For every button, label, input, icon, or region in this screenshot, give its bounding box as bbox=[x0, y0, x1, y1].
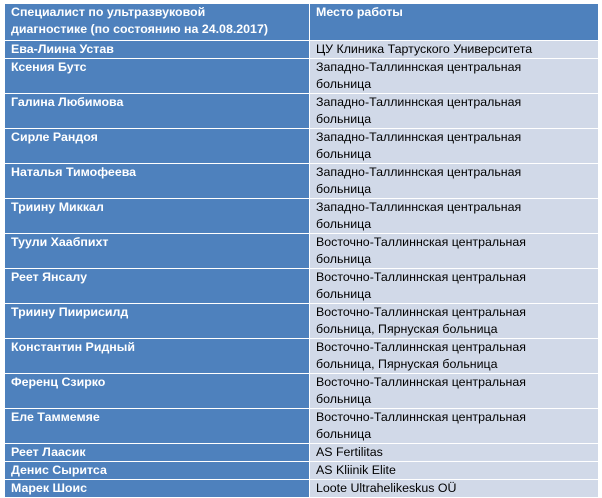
specialist-name: Ева-Лиина Устав bbox=[11, 42, 114, 56]
specialist-name-cell bbox=[5, 409, 310, 444]
workplace-line1: Восточно-Таллиннская центральная bbox=[316, 270, 526, 284]
workplace-line2: больница bbox=[316, 77, 372, 91]
specialist-name: Денис Сыритса bbox=[11, 463, 107, 477]
workplace-line1: Восточно-Таллиннская центральная bbox=[316, 375, 526, 389]
table-row bbox=[5, 304, 599, 339]
specialist-name: Наталья Тимофеева bbox=[11, 165, 137, 179]
table-row bbox=[5, 94, 599, 129]
workplace-line2: больница bbox=[316, 112, 372, 126]
specialist-name: Триину Миккал bbox=[11, 200, 104, 214]
workplace-cell bbox=[310, 444, 599, 462]
workplace-cell bbox=[310, 409, 599, 444]
specialist-name-cell bbox=[5, 129, 310, 164]
specialist-header-line1: Специалист по ультразвуковой bbox=[11, 5, 206, 19]
specialist-name: Еле Таммемяе bbox=[11, 410, 100, 424]
table-row bbox=[5, 444, 599, 462]
table-row bbox=[5, 339, 599, 374]
workplace-line2: больница, Пярнуская больница bbox=[316, 322, 498, 336]
workplace-cell bbox=[310, 59, 599, 94]
specialist-name: Туули Хаабпихт bbox=[11, 235, 109, 249]
table-row bbox=[5, 59, 599, 94]
header-row bbox=[5, 4, 599, 41]
workplace-cell bbox=[310, 374, 599, 409]
workplace-cell bbox=[310, 234, 599, 269]
specialist-name: Ксения Бутс bbox=[11, 60, 87, 74]
specialist-header-line2: диагностике (по состоянию на 24.08.2017) bbox=[11, 22, 268, 36]
workplace-cell bbox=[310, 129, 599, 164]
workplace-cell bbox=[310, 164, 599, 199]
specialist-name-cell bbox=[5, 59, 310, 94]
workplace-line1: Западно-Таллиннская центральная bbox=[316, 95, 522, 109]
workplace-line2: больница bbox=[316, 287, 372, 301]
specialist-name-cell bbox=[5, 304, 310, 339]
workplace-cell bbox=[310, 339, 599, 374]
specialist-name-cell bbox=[5, 444, 310, 462]
workplace-line1: Западно-Таллиннская центральная bbox=[316, 130, 522, 144]
workplace-header-label: Место работы bbox=[316, 5, 403, 19]
workplace-cell bbox=[310, 269, 599, 304]
specialist-name-cell bbox=[5, 199, 310, 234]
specialist-name: Реет Лаасик bbox=[11, 445, 86, 459]
workplace-cell bbox=[310, 94, 599, 129]
table-row bbox=[5, 462, 599, 480]
workplace-line1: AS Kliinik Elite bbox=[316, 463, 396, 477]
table-row bbox=[5, 41, 599, 59]
specialist-name: Сирле Рандоя bbox=[11, 130, 98, 144]
specialist-name-cell bbox=[5, 234, 310, 269]
specialist-name: Галина Любимова bbox=[11, 95, 124, 109]
specialist-name: Реет Янсалу bbox=[11, 270, 88, 284]
specialist-name: Ференц Сзирко bbox=[11, 375, 106, 389]
workplace-line1: Восточно-Таллиннская центральная bbox=[316, 305, 526, 319]
workplace-line2: больница bbox=[316, 252, 372, 266]
workplace-line2: больница bbox=[316, 182, 372, 196]
specialist-name-cell bbox=[5, 339, 310, 374]
specialist-name-cell bbox=[5, 480, 310, 498]
specialist-name-cell bbox=[5, 94, 310, 129]
table-row bbox=[5, 129, 599, 164]
specialist-name-cell bbox=[5, 374, 310, 409]
table-row bbox=[5, 409, 599, 444]
table-row bbox=[5, 234, 599, 269]
workplace-line1: Западно-Таллиннская центральная bbox=[316, 60, 522, 74]
workplace-cell bbox=[310, 199, 599, 234]
table-row bbox=[5, 199, 599, 234]
workplace-line1: Восточно-Таллиннская центральная bbox=[316, 340, 526, 354]
table-body bbox=[5, 41, 599, 498]
workplace-line2: больница bbox=[316, 427, 372, 441]
workplace-line1: Западно-Таллиннская центральная bbox=[316, 165, 522, 179]
specialist-name: Константин Ридный bbox=[11, 340, 135, 354]
specialist-name-cell bbox=[5, 164, 310, 199]
workplace-line2: больница bbox=[316, 217, 372, 231]
specialist-name: Марек Шоис bbox=[11, 481, 87, 495]
workplace-line2: больница bbox=[316, 147, 372, 161]
specialist-name-cell bbox=[5, 462, 310, 480]
workplace-line1: ЦУ Клиника Тартуского Университета bbox=[316, 42, 533, 56]
specialists-table bbox=[4, 3, 599, 498]
workplace-line1: Loote Ultrahelikeskus OÜ bbox=[316, 481, 457, 495]
workplace-column-header bbox=[310, 4, 599, 41]
table-row bbox=[5, 374, 599, 409]
workplace-line2: больница bbox=[316, 392, 372, 406]
specialist-name-cell bbox=[5, 41, 310, 59]
workplace-line1: Восточно-Таллиннская центральная bbox=[316, 235, 526, 249]
workplace-line1: Западно-Таллиннская центральная bbox=[316, 200, 522, 214]
workplace-cell bbox=[310, 304, 599, 339]
specialist-name: Триину Пиирисилд bbox=[11, 305, 129, 319]
specialist-name-cell bbox=[5, 269, 310, 304]
workplace-cell bbox=[310, 41, 599, 59]
workplace-cell bbox=[310, 462, 599, 480]
workplace-line1: AS Fertilitas bbox=[316, 445, 383, 459]
workplace-line1: Восточно-Таллиннская центральная bbox=[316, 410, 526, 424]
workplace-cell bbox=[310, 480, 599, 498]
table-row bbox=[5, 269, 599, 304]
table-row bbox=[5, 164, 599, 199]
specialist-column-header bbox=[5, 4, 310, 41]
workplace-line2: больница, Пярнуская больница bbox=[316, 357, 498, 371]
table-row bbox=[5, 480, 599, 498]
